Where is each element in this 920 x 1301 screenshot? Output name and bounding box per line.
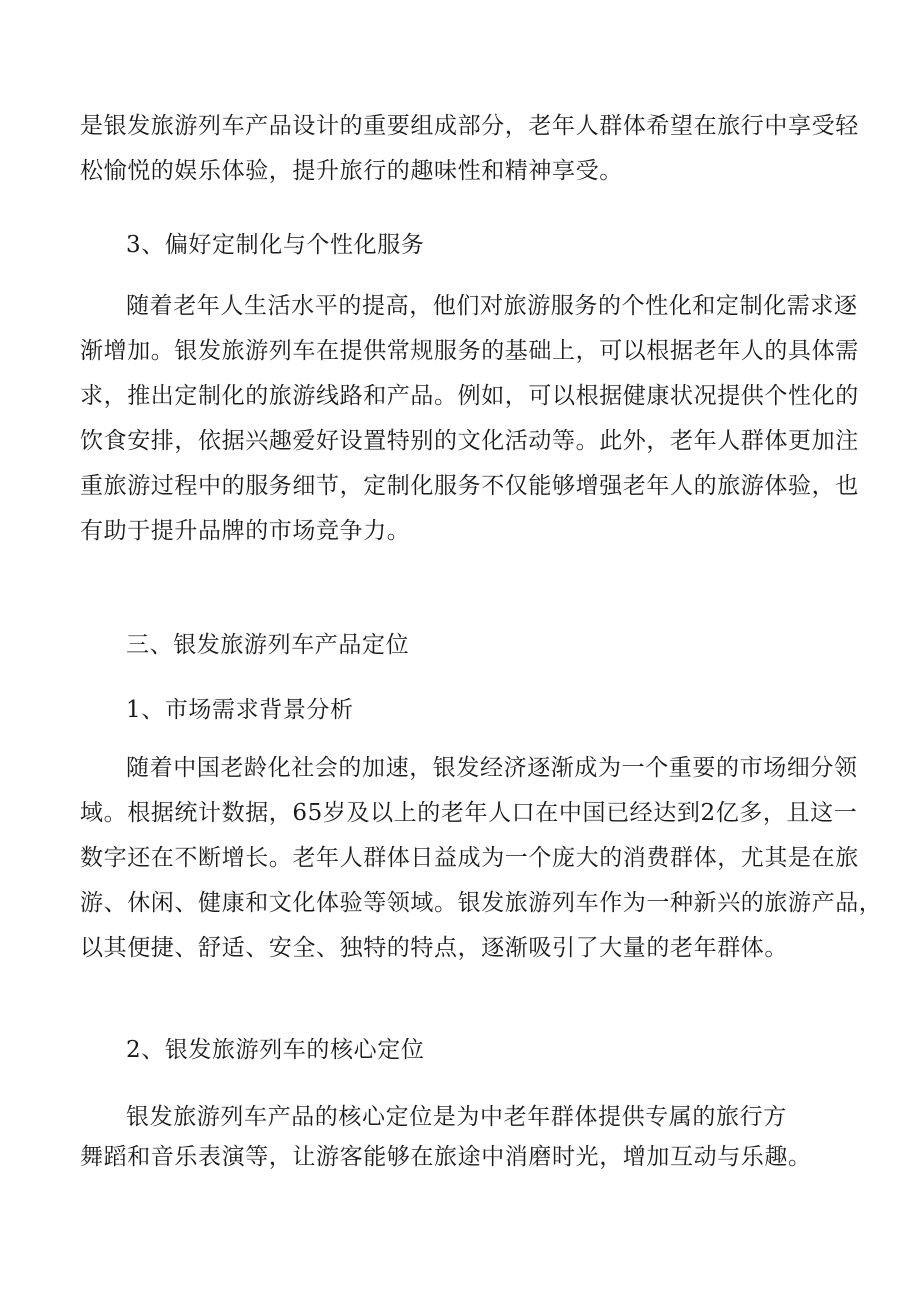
text-line: 松愉悦的娱乐体验，提升旅行的趣味性和精神享受。 xyxy=(80,158,623,184)
text-line: 随着中国老龄化社会的加速，银发经济逐渐成为一个重要的市场细分领 xyxy=(126,755,858,781)
text-line: 银发旅游列车产品的核心定位是为中老年群体提供专属的旅行方 xyxy=(126,1104,787,1130)
text-line: 游、休闲、健康和文化体验等领域。银发旅游列车作为一种新兴的旅游产品， xyxy=(80,890,883,916)
text-line: 域。根据统计数据，65岁及以上的老年人口在中国已经达到2亿多，且这一 xyxy=(80,800,858,826)
heading-market-demand: 1、市场需求背景分析 xyxy=(126,697,354,723)
text-line: 重旅游过程中的服务细节，定制化服务不仅能够增强老年人的旅游体验，也 xyxy=(80,473,859,499)
paragraph-customization xyxy=(80,284,860,554)
text-line: 有助于提升品牌的市场竞争力。 xyxy=(80,518,411,544)
text-line: 是银发旅游列车产品设计的重要组成部分，老年人群体希望在旅行中享受轻 xyxy=(80,113,859,139)
text-line: 以其便捷、舒适、安全、独特的特点，逐渐吸引了大量的老年群体。 xyxy=(80,935,788,961)
heading-customization-preference: 3、偏好定制化与个性化服务 xyxy=(126,232,425,258)
text-line: 舞蹈和音乐表演等，让游客能够在旅途中消磨时光，增加互动与乐趣。 xyxy=(80,1144,812,1170)
section-heading-product-positioning: 三、银发旅游列车产品定位 xyxy=(126,632,410,658)
paragraph-market-demand xyxy=(80,746,883,971)
text-line: 渐增加。银发旅游列车在提供常规服务的基础上，可以根据老年人的具体需 xyxy=(80,338,859,364)
text-line: 数字还在不断增长。老年人群体日益成为一个庞大的消费群体，尤其是在旅 xyxy=(80,845,859,871)
text-line: 随着老年人生活水平的提高，他们对旅游服务的个性化和定制化需求逐 xyxy=(126,293,858,319)
paragraph-core-positioning xyxy=(80,1097,860,1177)
text-line: 饮食安排，依据兴趣爱好设置特别的文化活动等。此外，老年人群体更加注 xyxy=(80,428,859,454)
text-line: 求，推出定制化的旅游线路和产品。例如，可以根据健康状况提供个性化的 xyxy=(80,383,859,409)
paragraph-entertainment-continuation xyxy=(80,104,860,194)
heading-core-positioning: 2、银发旅游列车的核心定位 xyxy=(126,1037,425,1063)
